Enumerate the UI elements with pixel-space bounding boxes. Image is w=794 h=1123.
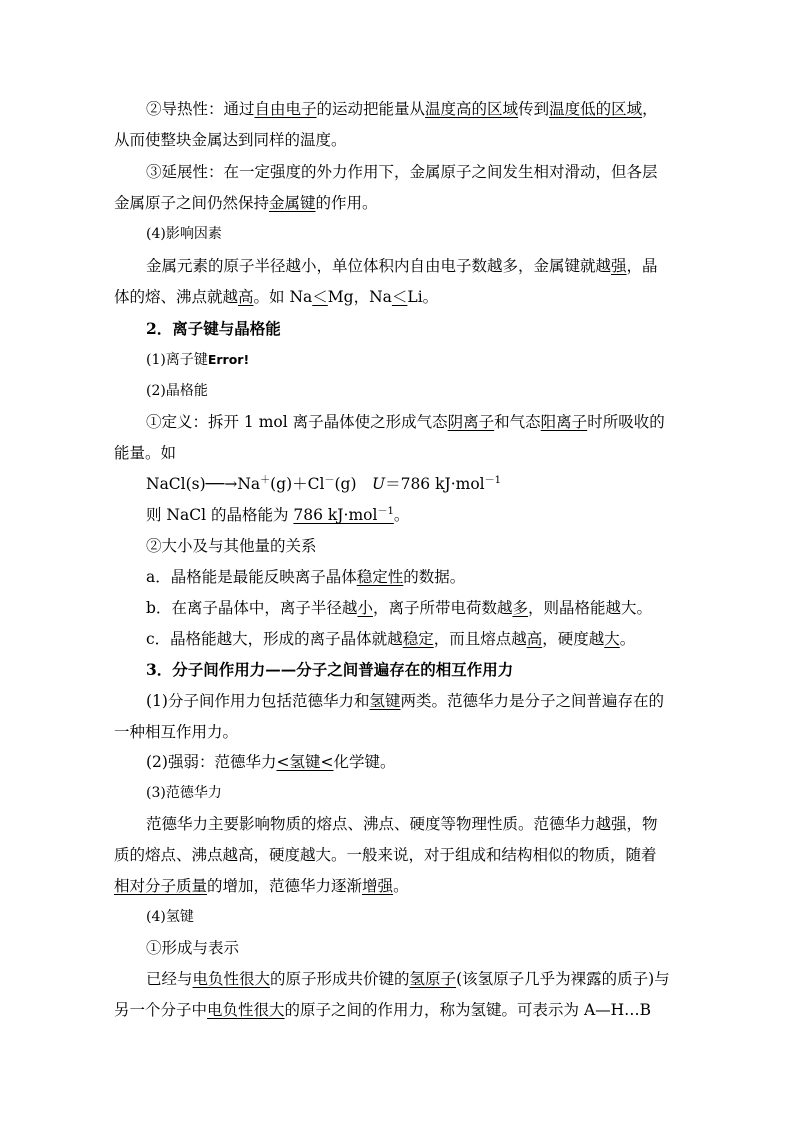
underlined-term: 氢原子 (409, 970, 457, 988)
underlined-term: < (276, 753, 290, 771)
text: 786 kJ·mol (293, 506, 378, 524)
underlined-term: < (320, 753, 334, 771)
underlined-term: 大 (604, 630, 620, 648)
subheading: ②大小及与其他量的关系 (146, 537, 317, 555)
paragraph-line (114, 191, 378, 215)
text: ， (642, 100, 658, 118)
underlined-term: 相对 (114, 877, 146, 895)
paragraph-line (146, 410, 665, 434)
superscript: － (324, 475, 335, 486)
text: 的运动把能量从 (316, 100, 426, 118)
underlined-term: 阴离子 (447, 413, 495, 431)
underlined-term (293, 506, 393, 524)
thermal-conductivity-line (146, 97, 658, 121)
text: 。 (393, 506, 410, 524)
text: 的数据。 (403, 568, 466, 586)
underlined-term: 高 (238, 288, 254, 306)
underlined-term: 高 (526, 630, 543, 648)
paragraph-line (146, 503, 409, 527)
paragraph-line (146, 254, 658, 278)
text: 时所吸收的 (587, 413, 665, 431)
underlined-term: 稳定性 (356, 568, 404, 586)
paragraph-line: 能量。如 (114, 444, 177, 462)
text: 的增加，范德华力逐渐 (207, 877, 363, 895)
equation-line (146, 472, 501, 496)
error-text: Error! (207, 352, 250, 367)
text: ，硬度越 (542, 630, 605, 648)
paragraph-line: 范德华力主要影响物质的熔点、沸点、硬度等物理性质。范德华力越强，物 (146, 815, 658, 833)
text: (该氢原子几乎为裸露的质子)与 (456, 970, 670, 988)
superscript: －1 (377, 506, 394, 517)
text: (g) (334, 475, 372, 493)
paragraph-line (114, 998, 651, 1022)
text: 。如 Na (253, 288, 313, 306)
subheading: (4)氢键 (146, 909, 194, 925)
underlined-term: 增强 (362, 877, 394, 895)
subheading: (2)晶格能 (146, 383, 208, 399)
list-item (146, 627, 635, 651)
underlined-term: 分子质量 (145, 877, 208, 895)
underlined-term: ＜ (312, 288, 328, 306)
text: 和气态 (494, 413, 541, 431)
superscript: －1 (484, 475, 501, 486)
text: 体的熔、沸点就越 (114, 288, 239, 306)
text: ，晶 (626, 257, 658, 275)
paragraph-line (114, 874, 409, 898)
underlined-term: 电负性很大 (207, 1001, 285, 1019)
text: c．晶格能越大，形成的离子晶体就越 (146, 630, 403, 648)
underlined-term: 阳离子 (540, 413, 588, 431)
underlined-term: 氢键 (289, 753, 321, 771)
symbol: U (372, 475, 386, 493)
underlined-term: 温度低的区域 (549, 100, 643, 118)
text: ，而且熔点越 (433, 630, 527, 648)
paragraph-line (114, 285, 438, 309)
underlined-term: 电负性很大 (192, 970, 271, 988)
underlined-term: 自由电子 (254, 100, 317, 118)
subheading: (3)范德华力 (146, 785, 222, 801)
text: 另一个分子中 (114, 1001, 208, 1019)
underlined-term: 稳定 (402, 630, 434, 648)
text: b．在离子晶体中，离子半径越 (146, 599, 358, 617)
subheading: (4)影响因素 (146, 226, 222, 242)
section-heading: 3．分子间作用力——分子之间普遍存在的相互作用力 (146, 660, 514, 679)
text: 金属原子之间仍然保持 (114, 194, 270, 212)
list-item (146, 596, 652, 620)
superscript: ＋ (260, 475, 271, 486)
text: ，离子所带电荷数越 (372, 599, 513, 617)
text: ①定义：拆开 1 mol 离子晶体使之形成气态 (146, 413, 448, 431)
text: Li。 (407, 288, 439, 306)
subheading: ①形成与表示 (146, 939, 240, 957)
underlined-term: 小 (357, 599, 373, 617)
text: NaCl(s)──→Na (146, 475, 261, 493)
paragraph-line (146, 967, 670, 991)
text: 的作用。 (315, 194, 378, 212)
text: (2)强弱：范德华力 (146, 753, 277, 771)
underlined-term: 金属键 (269, 194, 316, 212)
section-heading: 2．离子键与晶格能 (146, 319, 281, 338)
text: 化学键。 (333, 753, 396, 771)
text: 的原子形成共价键的 (270, 970, 410, 988)
text: 已经与 (146, 970, 193, 988)
ductility-line: ③延展性：在一定强度的外力作用下，金属原子之间发生相对滑动，但各层 (146, 163, 658, 181)
list-item (146, 565, 465, 589)
underlined-term: 温度高的区域 (425, 100, 519, 118)
text: Mg，Na (327, 288, 392, 306)
text: a．晶格能是最能反映离子晶体 (146, 568, 357, 586)
underlined-term: ＜ (391, 288, 408, 306)
text: 。 (619, 630, 636, 648)
text: 。 (393, 877, 409, 895)
text: 传到 (518, 100, 550, 118)
paragraph-line: 从而使整块金属达到同样的温度。 (114, 131, 347, 149)
underlined-term: 多 (512, 599, 528, 617)
text: ，则晶格能越大。 (527, 599, 652, 617)
text: (1)分子间作用力包括范德华力和 (146, 692, 370, 710)
text: (1)离子键 (146, 352, 208, 368)
text: 的原子之间的作用力，称为氢键。可表示为 A—H…B (284, 1001, 652, 1019)
text: 金属元素的原子半径越小，单位体积内自由电子数越多，金属键就越 (146, 257, 612, 275)
paragraph-line: 一种相互作用力。 (114, 723, 239, 741)
text: 则 NaCl 的晶格能为 (146, 506, 294, 524)
underlined-term: 强 (611, 257, 627, 275)
text: (g)＋Cl (270, 475, 325, 493)
text: ＝786 kJ·mol (385, 475, 485, 493)
underlined-term: 氢键 (369, 692, 401, 710)
paragraph-line (146, 689, 664, 713)
text: ②导热性：通过 (146, 100, 255, 118)
text: 两类。范德华力是分子之间普遍存在的 (400, 692, 664, 710)
paragraph-line: 质的熔点、沸点越高，硬度越大。一般来说，对于组成和结构相似的物质，随着 (114, 846, 657, 864)
subheading (146, 348, 249, 372)
paragraph-line (146, 750, 396, 774)
